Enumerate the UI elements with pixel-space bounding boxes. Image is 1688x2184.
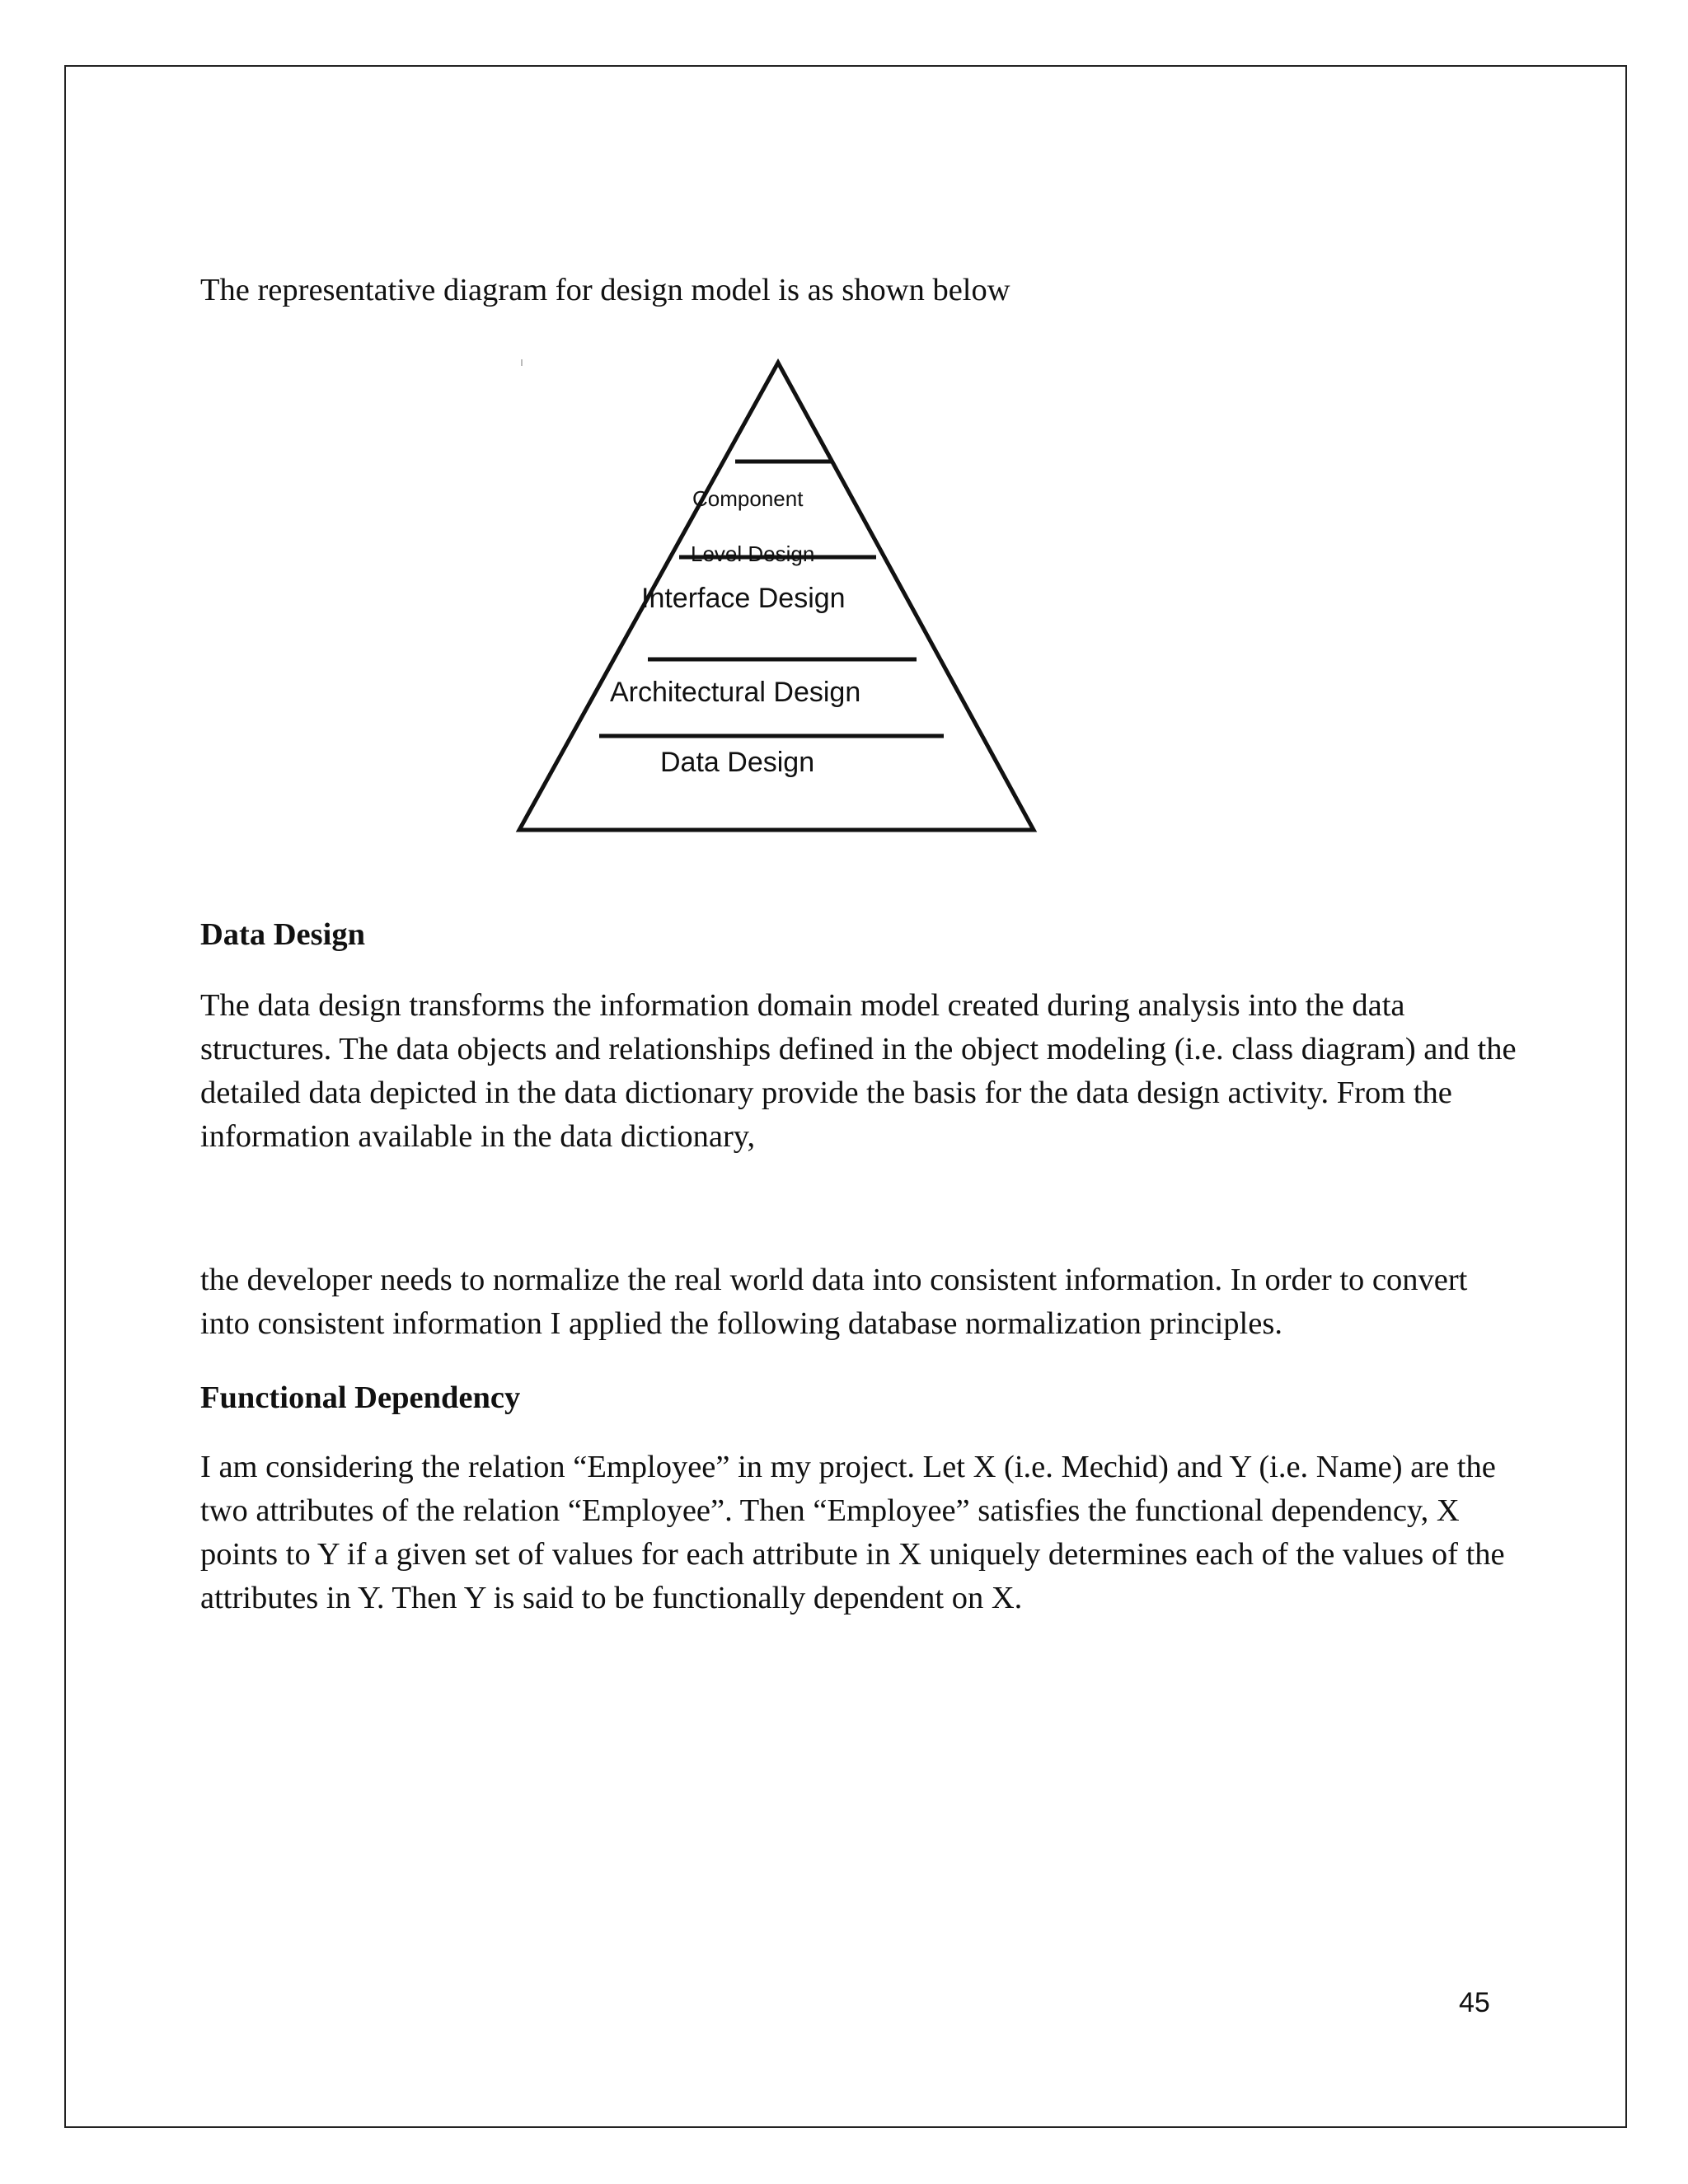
section-heading-functional-dependency: Functional Dependency (200, 1380, 521, 1415)
section-heading-data-design: Data Design (200, 917, 365, 952)
layer-label-interface: Interface Design (641, 583, 846, 614)
data-design-continuation: the developer needs to normalize the real world data into consistent information. In order to convert into consistent information I applied the following database normalization principles. (200, 1263, 1468, 1341)
functional-dependency-paragraph: I am considering the relation “Employee” in my project. Let X (i.e. Mechid) and Y (i.e. Name) are the two attributes of the relation “Employee”. Then “Employee” satisfies the functional dependency, X points to Y if a given set of values for each attribute in X uniquely determines each of the values of the attributes in Y. Then Y is said to be functionally dependent on X. (200, 1450, 1505, 1615)
page-number: 45 (1459, 1987, 1490, 2018)
layer-label-architectural: Architectural Design (610, 677, 861, 708)
design-model-pyramid (511, 354, 1047, 849)
layer-label-data: Data Design (660, 747, 815, 778)
intro-text: The representative diagram for design model is as shown below (200, 273, 1010, 307)
layer-label-component-sub: Level Design (691, 541, 815, 566)
layer-label-component: Component (692, 486, 804, 511)
data-design-paragraph: The data design transforms the information domain model created during analysis into the data structures. The data objects and relationships defined in the object modeling (i.e. class diagram) and the detailed data depicted in the data dictionary provide the basis for the data design activity. From the information available in the data dictionary, (200, 988, 1517, 1154)
